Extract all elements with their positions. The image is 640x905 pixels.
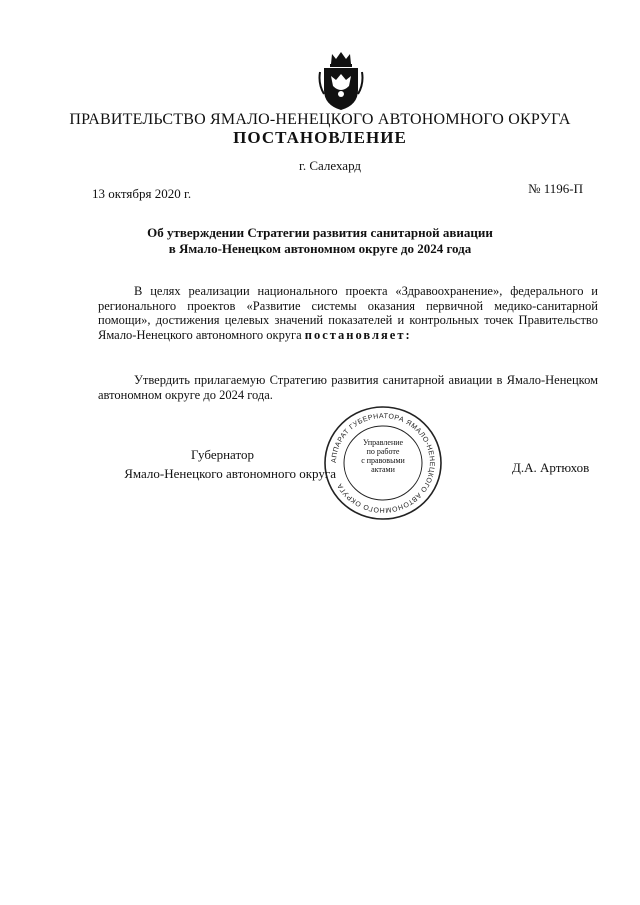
- city: г. Салехард: [298, 158, 362, 173]
- signatory-name: Д.А. Артюхов: [512, 460, 590, 475]
- document-date: 13 октября 2020 г.: [92, 186, 192, 201]
- paragraph-2-text: Утвердить прилагаемую Стратегию развития санитарной авиации в Ямало-Ненецком автономном округе до 2024 года.: [98, 373, 598, 402]
- body-paragraph-1: [98, 284, 598, 342]
- signatory-position: [96, 445, 336, 483]
- position-line-1: Губернатор: [191, 447, 254, 462]
- subject-line-2: в Ямало-Ненецком автономном округе до 2024 года: [168, 241, 472, 256]
- document-number: № 1196-П: [528, 181, 583, 196]
- subject-line-1: Об утверждении Стратегии развития санитарной авиации: [147, 225, 493, 240]
- government-title: ПРАВИТЕЛЬСТВО ЯМАЛО-НЕНЕЦКОГО АВТОНОМНОГО ОКРУГА: [69, 111, 571, 128]
- paragraph-1-text: В целях реализации национального проекта «Здравоохранение», федерального и регионального проектов «Развитие системы оказания первичной медико-санитарной помощи», достижения целевых значений показателей и контрольных точек Правительство Ямало-Ненецкого автономного округа: [98, 284, 598, 342]
- stamp-line-4: актами: [371, 465, 395, 474]
- stamp-ring-text: АППАРАТ ГУБЕРНАТОРА ЯМАЛО-НЕНЕЦКОГО АВТОНОМНОГО ОКРУГА: [330, 412, 436, 514]
- stamp-line-1: Управление: [362, 438, 404, 447]
- resolution-keyword: постановляет:: [304, 327, 412, 342]
- document-subject: [0, 225, 640, 257]
- position-line-2: Ямало-Ненецкого автономного округа: [124, 466, 336, 481]
- body-paragraph-2: [98, 373, 598, 402]
- stamp-line-3: с правовыми: [361, 456, 405, 465]
- stamp-center-text: [340, 438, 426, 474]
- stamp-line-2: по работе: [366, 447, 400, 456]
- coat-of-arms-emblem: [318, 50, 364, 112]
- document-type: ПОСТАНОВЛЕНИЕ: [233, 128, 407, 147]
